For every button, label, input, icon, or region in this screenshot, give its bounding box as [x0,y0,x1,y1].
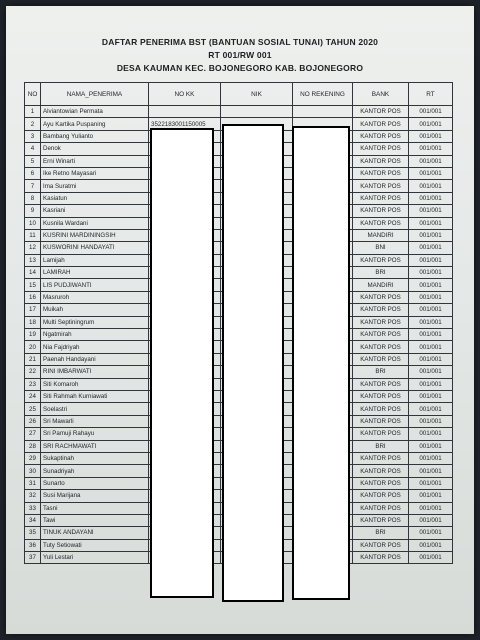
column-header-bank: BANK [353,83,409,106]
bank-name: KANTOR POS [353,143,409,155]
title-line-3: DESA KAUMAN KEC. BOJONEGORO KAB. BOJONEGORO [116,63,364,73]
row-number: 25 [25,403,41,415]
recipient-name: Kusnila Wardani [41,217,149,229]
redaction-box-nik [222,124,284,602]
recipient-name: Siti Rahmah Kurniawati [41,390,149,402]
recipient-name: TINUK ANDAYANI [41,527,149,539]
row-number: 30 [25,465,41,477]
row-number: 23 [25,378,41,390]
row-number: 32 [25,490,41,502]
bank-name: KANTOR POS [353,514,409,526]
bank-name: KANTOR POS [353,155,409,167]
bank-name: KANTOR POS [353,304,409,316]
rt-rw: 001/001 [409,229,453,241]
row-number: 12 [25,242,41,254]
recipient-name: Sukaptinah [41,452,149,464]
row-number: 36 [25,539,41,551]
bank-name: KANTOR POS [353,205,409,217]
bank-name: KANTOR POS [353,291,409,303]
recipient-name: Sunarto [41,477,149,489]
rt-rw: 001/001 [409,155,453,167]
bank-name: KANTOR POS [353,490,409,502]
bank-name: MANDIRI [353,279,409,291]
recipient-name: Denok [41,143,149,155]
row-number: 24 [25,390,41,402]
row-number: 7 [25,180,41,192]
column-header-rekening: NO REKENING [293,83,353,106]
recipient-name: SRI RACHMAWATI [41,440,149,452]
row-number: 11 [25,229,41,241]
bank-name: KANTOR POS [353,415,409,427]
recipient-name: Sri Pamuji Rahayu [41,428,149,440]
row-number: 18 [25,316,41,328]
rt-rw: 001/001 [409,490,453,502]
recipient-name: Kasiatun [41,192,149,204]
bank-name: KANTOR POS [353,254,409,266]
rt-rw: 001/001 [409,167,453,179]
account-number [293,106,353,118]
bank-name: KANTOR POS [353,341,409,353]
rt-rw: 001/001 [409,106,453,118]
bank-name: KANTOR POS [353,452,409,464]
recipient-name: Soelastri [41,403,149,415]
bank-name: KANTOR POS [353,502,409,514]
rt-rw: 001/001 [409,366,453,378]
rt-rw: 001/001 [409,192,453,204]
recipient-name: LIS PUDJIWANTI [41,279,149,291]
rt-rw: 001/001 [409,304,453,316]
recipient-name: Lamijah [41,254,149,266]
row-number: 16 [25,291,41,303]
title-line-1: DAFTAR PENERIMA BST (BANTUAN SOSIAL TUNAI) TAHUN 2020 [101,37,379,47]
row-number: 33 [25,502,41,514]
rt-rw: 001/001 [409,440,453,452]
row-number: 31 [25,477,41,489]
recipient-name: LAMIRAH [41,267,149,279]
rt-rw: 001/001 [409,341,453,353]
recipient-name: Nia Fajdriyah [41,341,149,353]
bank-name: KANTOR POS [353,192,409,204]
row-number: 1 [25,106,41,118]
recipient-name: Yuli Lestari [41,552,149,564]
recipient-name: Siti Komaroh [41,378,149,390]
recipient-name: Multi Septiningrum [41,316,149,328]
recipient-name: Ike Retno Mayasari [41,167,149,179]
recipient-name: Ayu Kartika Puspaning [41,118,149,130]
row-number: 15 [25,279,41,291]
rt-rw: 001/001 [409,118,453,130]
row-number: 35 [25,527,41,539]
bank-name: KANTOR POS [353,180,409,192]
rt-rw: 001/001 [409,415,453,427]
recipient-name: KUSWORINI HANDAYATI [41,242,149,254]
row-number: 26 [25,415,41,427]
row-number: 20 [25,341,41,353]
rt-rw: 001/001 [409,291,453,303]
recipient-name: Sri Mawarli [41,415,149,427]
bank-name: KANTOR POS [353,329,409,341]
row-number: 2 [25,118,41,130]
rt-rw: 001/001 [409,254,453,266]
bank-name: KANTOR POS [353,106,409,118]
redaction-box-rekening [292,126,350,600]
bank-name: BRI [353,366,409,378]
row-number: 13 [25,254,41,266]
bank-name: KANTOR POS [353,167,409,179]
bank-name: KANTOR POS [353,378,409,390]
row-number: 8 [25,192,41,204]
bank-name: KANTOR POS [353,428,409,440]
rt-rw: 001/001 [409,527,453,539]
recipient-name: Ngatmirah [41,329,149,341]
row-number: 6 [25,167,41,179]
rt-rw: 001/001 [409,242,453,254]
column-header-nik: NIK [221,83,293,106]
rt-rw: 001/001 [409,217,453,229]
family-card-number: 3522183001150005 [149,118,221,130]
row-number: 19 [25,329,41,341]
recipient-name: Ima Suratmi [41,180,149,192]
bank-name: KANTOR POS [353,217,409,229]
bank-name: BRI [353,527,409,539]
recipient-name: Masruroh [41,291,149,303]
row-number: 22 [25,366,41,378]
row-number: 3 [25,130,41,142]
rt-rw: 001/001 [409,552,453,564]
recipient-name: Paenah Handayani [41,353,149,365]
row-number: 14 [25,267,41,279]
recipient-name: Tuty Setiowati [41,539,149,551]
rt-rw: 001/001 [409,539,453,551]
family-card-number [149,106,221,118]
column-header-rt: RT [409,83,453,106]
rt-rw: 001/001 [409,329,453,341]
document-header [6,36,474,75]
rt-rw: 001/001 [409,143,453,155]
rt-rw: 001/001 [409,390,453,402]
bank-name: KANTOR POS [353,353,409,365]
row-number: 5 [25,155,41,167]
title-line-2: RT 001/RW 001 [208,50,272,60]
bank-name: KANTOR POS [353,539,409,551]
bank-name: KANTOR POS [353,118,409,130]
redaction-box-kk [150,128,214,598]
recipient-name: Sunadriyah [41,465,149,477]
rt-rw: 001/001 [409,279,453,291]
bank-name: KANTOR POS [353,130,409,142]
recipient-name: Bambang Yulianto [41,130,149,142]
nik-number [221,106,293,118]
recipient-name: Tasni [41,502,149,514]
row-number: 29 [25,452,41,464]
rt-rw: 001/001 [409,353,453,365]
rt-rw: 001/001 [409,477,453,489]
rt-rw: 001/001 [409,403,453,415]
bank-name: KANTOR POS [353,316,409,328]
bank-name: KANTOR POS [353,403,409,415]
row-number: 17 [25,304,41,316]
bank-name: KANTOR POS [353,390,409,402]
recipient-name: Alviantowian Permata [41,106,149,118]
rt-rw: 001/001 [409,130,453,142]
row-number: 37 [25,552,41,564]
bank-name: KANTOR POS [353,477,409,489]
recipient-name: Tawi [41,514,149,526]
recipient-name: Susi Marijana [41,490,149,502]
column-header-no: NO [25,83,41,106]
table-header-row [25,83,453,106]
rt-rw: 001/001 [409,180,453,192]
table-row [25,106,453,118]
rt-rw: 001/001 [409,378,453,390]
column-header-kk: NO KK [149,83,221,106]
column-header-name: NAMA_PENERIMA [41,83,149,106]
rt-rw: 001/001 [409,514,453,526]
rt-rw: 001/001 [409,452,453,464]
recipient-name: Muikah [41,304,149,316]
row-number: 4 [25,143,41,155]
bank-name: MANDIRI [353,229,409,241]
row-number: 34 [25,514,41,526]
rt-rw: 001/001 [409,267,453,279]
row-number: 9 [25,205,41,217]
bank-name: KANTOR POS [353,465,409,477]
rt-rw: 001/001 [409,502,453,514]
rt-rw: 001/001 [409,205,453,217]
row-number: 21 [25,353,41,365]
bank-name: KANTOR POS [353,552,409,564]
row-number: 27 [25,428,41,440]
row-number: 28 [25,440,41,452]
bank-name: BRI [353,440,409,452]
bank-name: BNI [353,242,409,254]
rt-rw: 001/001 [409,428,453,440]
recipient-name: Erni Winarti [41,155,149,167]
recipient-name: KUSRINI MARDININGSIH [41,229,149,241]
rt-rw: 001/001 [409,465,453,477]
bank-name: BRI [353,267,409,279]
recipient-name: Kasriani [41,205,149,217]
row-number: 10 [25,217,41,229]
rt-rw: 001/001 [409,316,453,328]
recipient-name: RINI IMBARWATI [41,366,149,378]
